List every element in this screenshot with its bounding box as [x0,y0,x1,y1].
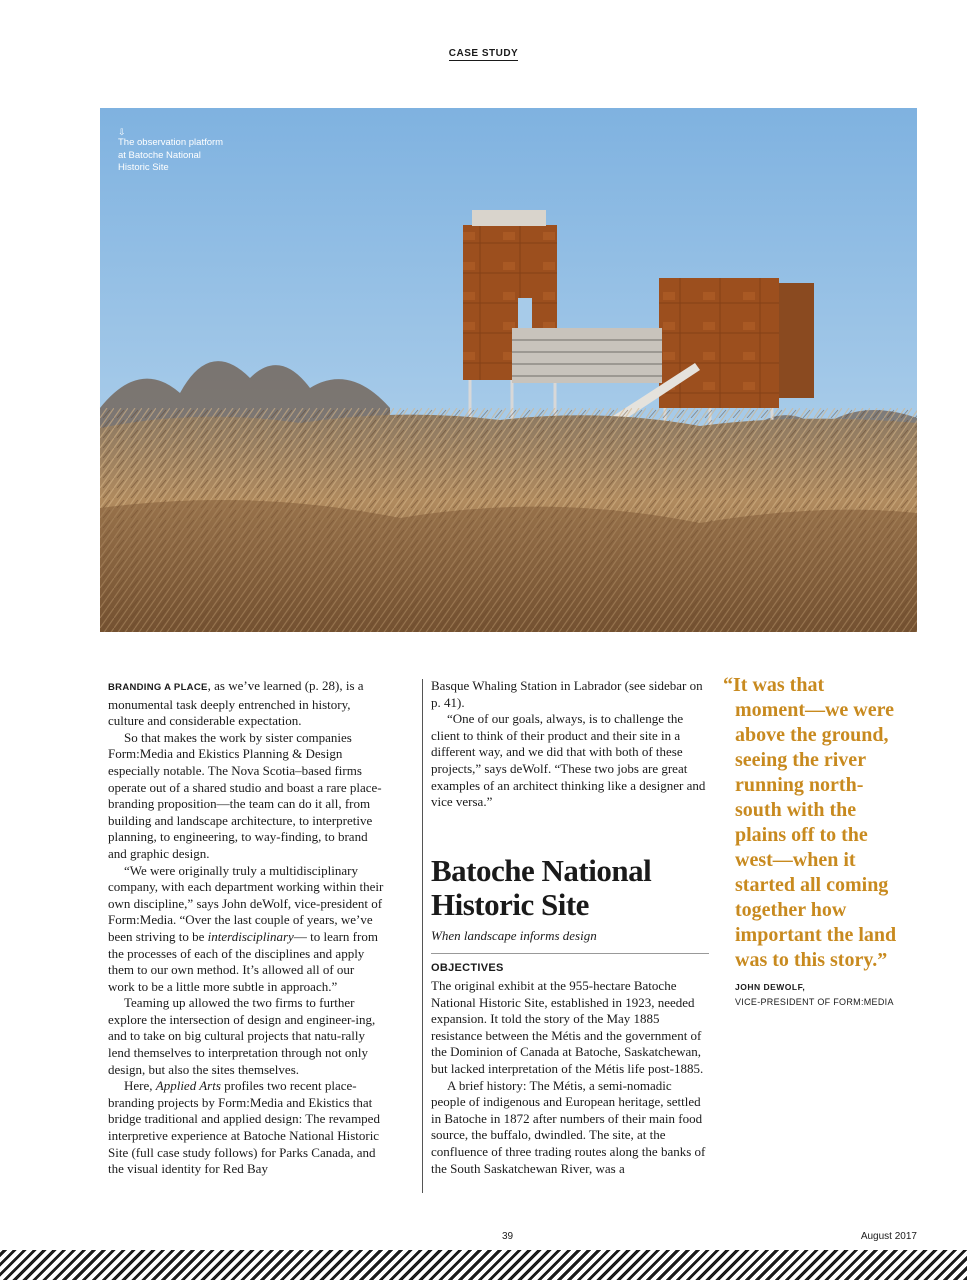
caption-line: at Batoche National [118,149,201,161]
paragraph: BRANDING A PLACE, as we’ve learned (p. 28), is a monumental task deeply entrenched in history, culture and considerable expectation. [108,678,364,729]
section-label: CASE STUDY [448,48,519,59]
hero-photo [100,108,917,632]
paragraph: The original exhibit at the 955-hectare Batoche National Historic Site, established in 1923, needed expansion. It told the story of the May 1885 resistance between the Métis and the government of the Dominion of Canada at Batoche, Saskatchewan, but lacked interpretation of the Métis life post-1885. [431,978,704,1076]
article-column-1 [108,678,384,1178]
paragraph: Basque Whaling Station in Labrador (see sidebar on p. 41). [431,678,703,710]
column-divider [422,679,423,1193]
quote-attribution-name: JOHN DEWOLF, [735,982,806,992]
quote-attribution-role: VICE-PRESIDENT OF FORM:MEDIA [735,997,894,1007]
section-divider [431,953,709,954]
pull-quote: “It was that moment—we were above the ground, seeing the river running north- south with the plains off to the west—when it started all coming together how important the land was to this story.” [723,674,897,971]
photo-caption [118,128,258,175]
objectives-heading: OBJECTIVES [431,962,504,974]
lead-in: BRANDING A PLACE [108,682,208,693]
article-column-2 [431,678,709,811]
paragraph: “We were originally truly a multidisciplinary company, with each department working within their own discipline,” says John deWolf, vice-president of Form:Media. “Over the last couple of years, we’ve been striving to be interdisciplinary— to learn from the processes of each of the disciplines and apply them to our own method. It’s allowed all of our work to be a little more subtle in approach.” [108,862,384,994]
caption-line: Historic Site [118,162,169,173]
objectives-text [431,978,709,1177]
page-number: 39 [502,1231,514,1242]
paragraph: “One of our goals, always, is to challenge the client to think of their product and their site in a different way, and we did that with both of these projects,” says deWolf. “These two jobs are great examples of an architect thinking like a designer and vice versa.” [431,711,706,810]
observation-platform-illustration [100,108,917,632]
issue-date: August 2017 [860,1231,917,1242]
paragraph: So that makes the work by sister companies Form:Media and Ekistics Planning & Design especially notable. The Nova Scotia–based firms operate out of a shared studio and boast a rare place-branding proposition—the team can do it all, from building and landscape architecture, to interpretive planning, to engineering, to way-finding, to brand and graphic design. [108,729,382,861]
paragraph: A brief history: The Métis, a semi-nomadic people of indigenous and European heritage, settled in Batoche in 1872 after numbers of their main food source, the buffalo, dwindled. The site, at the confluence of three trading routes along the banks of the South Saskatchewan River, was a [431,1077,706,1176]
section-subtitle: When landscape informs design [431,928,597,943]
paragraph: Teaming up allowed the two firms to further explore the intersection of design and engineer-ing, and to take on big cultural projects that natu-rally lend themselves to interpretation through not only design, but also the sites themselves. [108,995,376,1077]
decorative-stripe-band [0,1250,967,1280]
caption-line: The observation platform [118,137,224,148]
down-arrow-icon: ⇩ [118,127,126,137]
paragraph: Here, Applied Arts profiles two recent place-branding projects by Form:Media and Ekistics that bridge traditional and applied design: The revamped interpretive experience at Batoche National Historic Site (full case study follows) for Parks Canada, and the visual identity for Red Bay [108,1078,380,1177]
section-title: Batoche National Historic Site [431,853,652,922]
